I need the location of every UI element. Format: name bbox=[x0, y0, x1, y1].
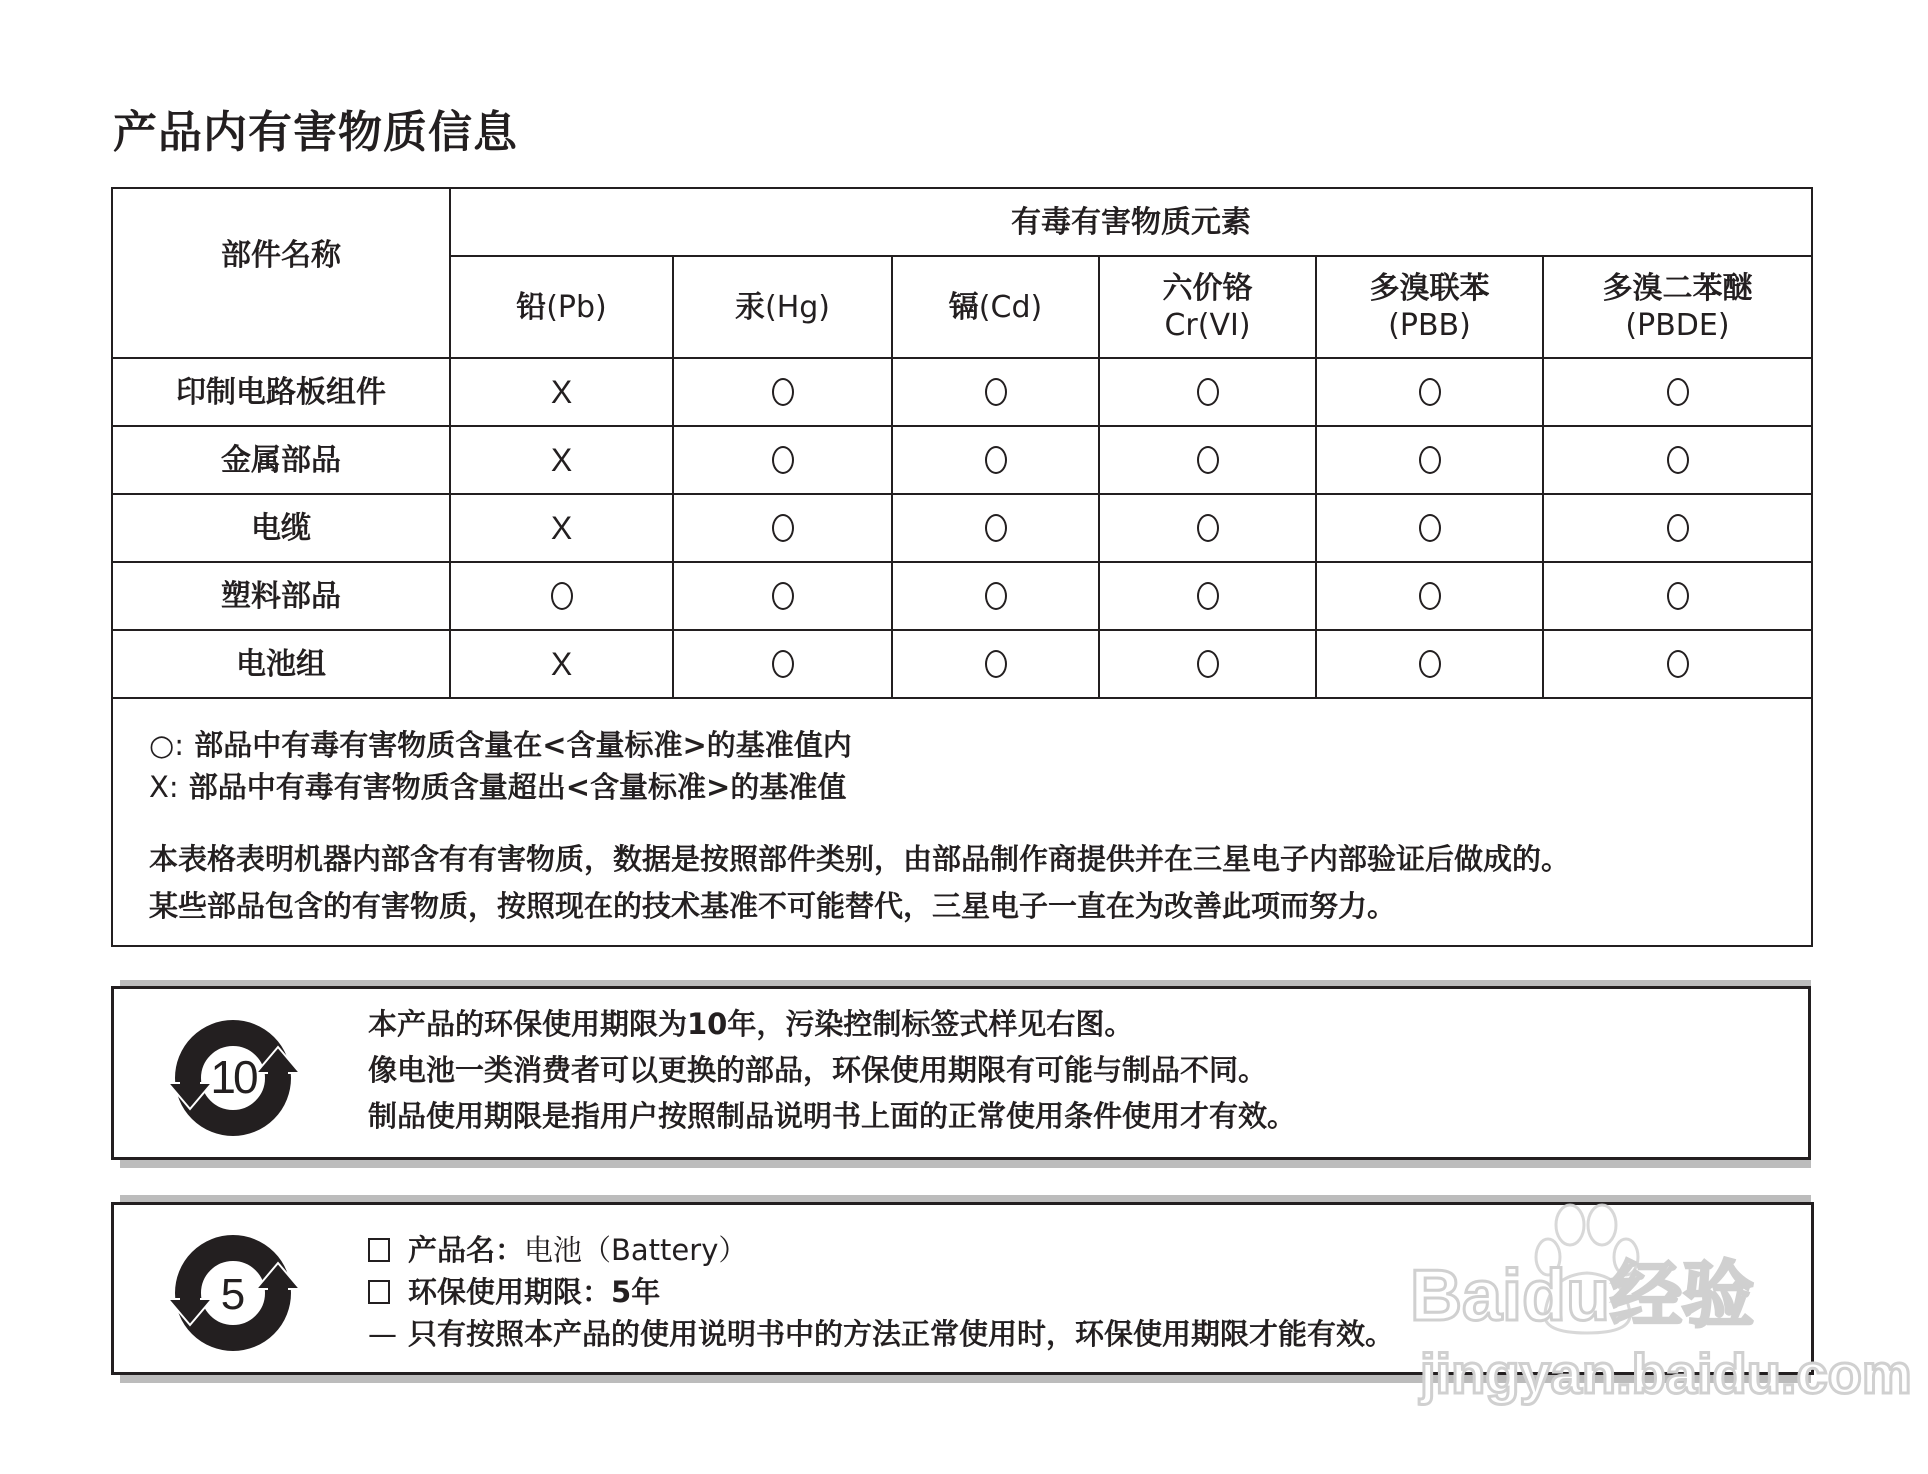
circle-compliant-icon bbox=[1667, 446, 1689, 474]
circle-compliant-icon bbox=[1419, 650, 1441, 678]
substance-value-cell bbox=[1317, 427, 1542, 493]
battery-period-line: 环保使用期限：5年 bbox=[368, 1269, 660, 1315]
part-name-cell: 电池组 bbox=[236, 646, 326, 682]
note-line-2: 某些部品包含的有害物质，按照现在的技术基准不可能替代，三星电子一直在为改善此项而努力。 bbox=[149, 889, 1397, 923]
table-body-bottom-line bbox=[113, 697, 1811, 699]
element-header-hg: 汞 (Hg) bbox=[734, 289, 830, 325]
substance-value-cell bbox=[1317, 563, 1542, 629]
epup-battery-box bbox=[111, 1202, 1814, 1375]
circle-compliant-icon bbox=[1667, 378, 1689, 406]
substance-value-cell bbox=[1317, 495, 1542, 561]
legend-x: X: 部品中有毒有害物质含量超出<含量标准>的基准值 bbox=[149, 770, 847, 804]
circle-compliant-icon bbox=[985, 582, 1007, 610]
circle-compliant-icon bbox=[1197, 514, 1219, 542]
circle-compliant-icon bbox=[772, 650, 794, 678]
part-name-cell: 塑料部品 bbox=[221, 578, 341, 614]
x-exceeds-mark: X bbox=[550, 441, 573, 478]
substance-value-cell bbox=[674, 563, 891, 629]
circle-compliant-icon bbox=[1667, 650, 1689, 678]
x-exceeds-mark: X bbox=[550, 373, 573, 410]
substance-value-cell bbox=[451, 359, 672, 425]
svg-text:5: 5 bbox=[220, 1270, 246, 1319]
element-header-pbde: 多溴二苯醚 (PBDE) bbox=[1602, 271, 1753, 343]
substance-value-cell bbox=[674, 427, 891, 493]
element-header-pbb: 多溴联苯 (PBB) bbox=[1369, 271, 1490, 343]
substance-value-cell bbox=[1317, 631, 1542, 697]
substance-value-cell bbox=[674, 359, 891, 425]
substance-value-cell bbox=[1317, 359, 1542, 425]
epup-line-2: 像电池一类消费者可以更换的部品，环保使用期限有可能与制品不同。 bbox=[368, 1053, 1268, 1087]
substance-value-cell bbox=[1544, 495, 1811, 561]
circle-compliant-icon bbox=[1419, 378, 1441, 406]
element-header-cd: 镉 (Cd) bbox=[948, 289, 1043, 325]
circle-compliant-icon bbox=[985, 650, 1007, 678]
dash-icon: — bbox=[368, 1317, 397, 1351]
x-exceeds-mark: X bbox=[550, 509, 573, 546]
circle-compliant-icon bbox=[1667, 582, 1689, 610]
epup-line-3: 制品使用期限是指用户按照制品说明书上面的正常使用条件使用才有效。 bbox=[368, 1099, 1297, 1133]
substance-value-cell bbox=[1100, 563, 1315, 629]
substance-value-cell bbox=[451, 631, 672, 697]
circle-compliant-icon bbox=[1419, 446, 1441, 474]
substance-value-cell bbox=[893, 631, 1098, 697]
circle-compliant-icon bbox=[1197, 446, 1219, 474]
circle-compliant-icon bbox=[772, 582, 794, 610]
substance-value-cell bbox=[893, 563, 1098, 629]
part-name-cell: 金属部品 bbox=[221, 442, 341, 478]
substance-value-cell bbox=[1544, 563, 1811, 629]
substance-value-cell bbox=[451, 563, 672, 629]
substance-value-cell bbox=[893, 495, 1098, 561]
circle-compliant-icon bbox=[985, 446, 1007, 474]
recycle-period-10-icon bbox=[164, 1013, 304, 1137]
circle-compliant-icon bbox=[985, 514, 1007, 542]
note-line-1: 本表格表明机器内部含有有害物质，数据是按照部件类别，由部品制作商提供并在三星电子内部验证后做成的。 bbox=[149, 842, 1571, 876]
element-header-cr6: 六价铬 Cr(VI) bbox=[1162, 271, 1253, 343]
circle-compliant-icon bbox=[985, 378, 1007, 406]
checkbox-square-icon bbox=[368, 1280, 390, 1304]
circle-compliant-icon bbox=[1419, 514, 1441, 542]
watermark-url: jingyan.baidu.com bbox=[1420, 1342, 1912, 1405]
substance-value-cell bbox=[1544, 631, 1811, 697]
part-name-cell: 电缆 bbox=[251, 510, 311, 546]
substance-value-cell bbox=[1100, 359, 1315, 425]
checkbox-square-icon bbox=[368, 1238, 390, 1262]
epup-line-1: 本产品的环保使用期限为10年，污染控制标签式样见右图。 bbox=[368, 1007, 1134, 1041]
circle-compliant-icon bbox=[551, 582, 573, 610]
substance-value-cell bbox=[1100, 631, 1315, 697]
circle-compliant-icon bbox=[1667, 514, 1689, 542]
watermark-brand: Baidu经验 bbox=[1410, 1256, 1755, 1336]
substance-value-cell bbox=[893, 427, 1098, 493]
circle-compliant-icon bbox=[1197, 378, 1219, 406]
circle-compliant-icon bbox=[1419, 582, 1441, 610]
substance-value-cell bbox=[674, 631, 891, 697]
part-name-header: 部件名称 bbox=[221, 237, 341, 273]
circle-compliant-icon bbox=[772, 514, 794, 542]
substance-value-cell bbox=[451, 495, 672, 561]
substance-value-cell bbox=[893, 359, 1098, 425]
element-header-pb: 铅 (Pb) bbox=[516, 289, 607, 325]
substance-value-cell bbox=[1544, 427, 1811, 493]
circle-compliant-icon bbox=[772, 446, 794, 474]
part-name-cell: 印制电路板组件 bbox=[176, 374, 386, 410]
svg-text:10: 10 bbox=[210, 1051, 256, 1103]
recycle-period-5-icon bbox=[164, 1229, 304, 1353]
battery-name-line: 产品名：电池（Battery） bbox=[368, 1227, 747, 1273]
circle-compliant-icon bbox=[772, 378, 794, 406]
circle-compliant-icon bbox=[1197, 650, 1219, 678]
substance-value-cell bbox=[674, 495, 891, 561]
x-exceeds-mark: X bbox=[550, 645, 573, 682]
circle-compliant-icon bbox=[1197, 582, 1219, 610]
substance-value-cell bbox=[1100, 427, 1315, 493]
substance-value-cell bbox=[1100, 495, 1315, 561]
substance-value-cell bbox=[451, 427, 672, 493]
hazardous-substance-table bbox=[111, 187, 1813, 947]
substance-group-header: 有毒有害物质元素 bbox=[1011, 204, 1251, 240]
legend-circle: ○: 部品中有毒有害物质含量在<含量标准>的基准值内 bbox=[149, 728, 852, 762]
substance-value-cell bbox=[1544, 359, 1811, 425]
battery-validity-line: — 只有按照本产品的使用说明书中的方法正常使用时，环保使用期限才能有效。 bbox=[368, 1311, 1394, 1357]
epup-product-box bbox=[111, 986, 1811, 1160]
page-title: 产品内有害物质信息 bbox=[113, 107, 518, 158]
